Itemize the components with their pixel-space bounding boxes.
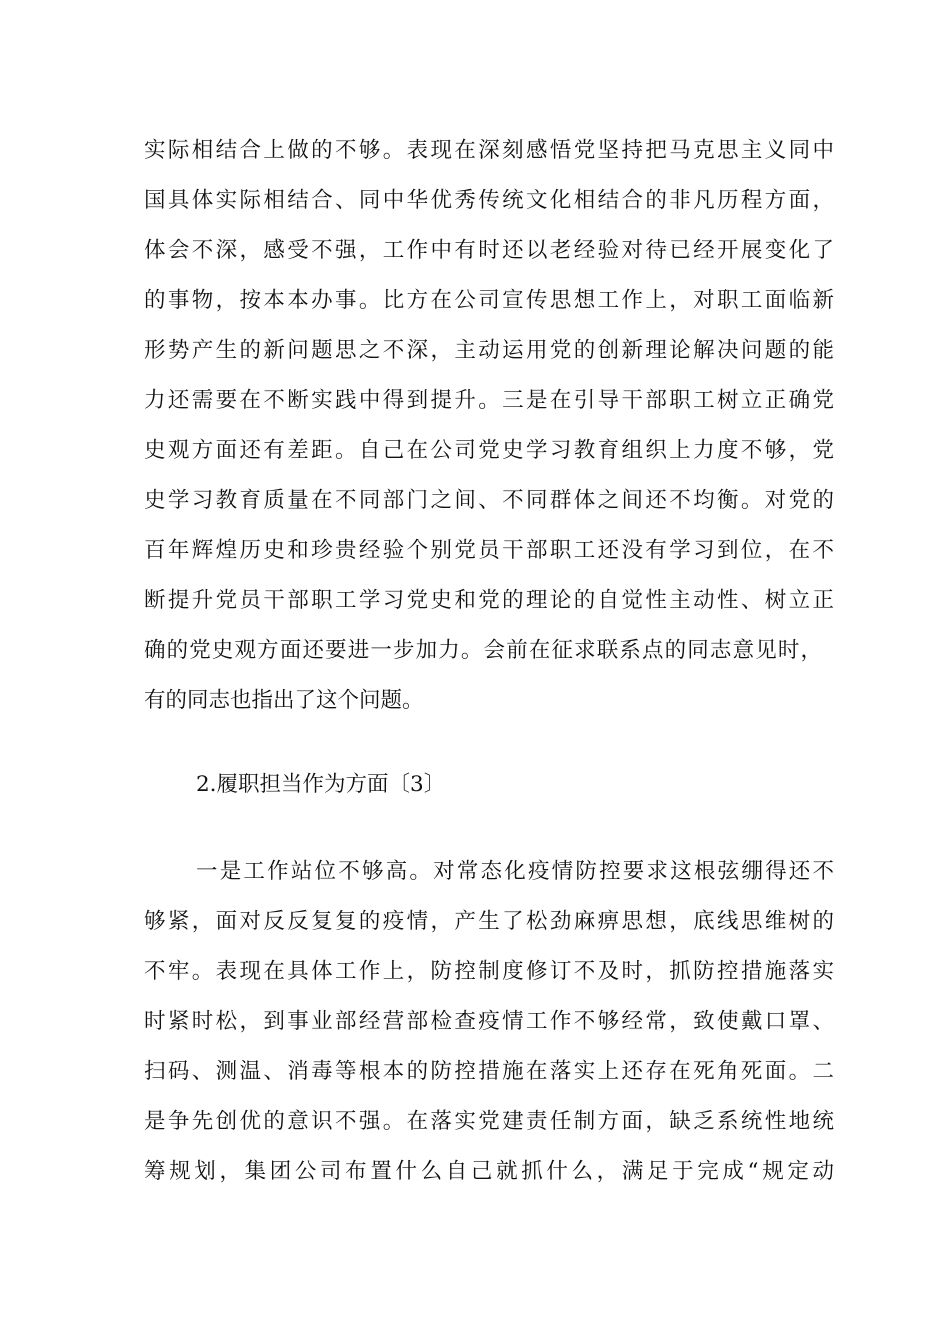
paragraph-1-line-4: 的事物，按本本办事。比方在公司宣传思想工作上，对职工面临新 — [144, 288, 834, 313]
paragraph-2-line-4: 时紧时松，到事业部经营部检查疫情工作不够经常，致使戴口罩、 — [144, 1009, 834, 1034]
paragraph-2-line-2: 够紧，面对反反复复的疫情，产生了松劲麻痹思想，底线思维树的 — [144, 909, 834, 934]
paragraph-2-line-5: 扫码、测温、消毒等根本的防控措施在落实上还存在死角死面。二 — [144, 1059, 834, 1084]
paragraph-1-line-11: 确的党史观方面还要进一步加力。会前在征求联系点的同志意见时， — [144, 638, 822, 663]
paragraph-1-line-10: 断提升党员干部职工学习党史和党的理论的自觉性主动性、树立正 — [144, 588, 834, 613]
paragraph-1-line-8: 史学习教育质量在不同部门之间、不同群体之间还不均衡。对党的 — [144, 488, 834, 513]
paragraph-2-line-6: 是争先创优的意识不强。在落实党建责任制方面，缺乏系统性地统 — [144, 1109, 834, 1134]
paragraph-1-line-7: 史观方面还有差距。自己在公司党史学习教育组织上力度不够，党 — [144, 438, 834, 463]
section-heading: 2.履职担当作为方面〔3〕 — [196, 772, 446, 797]
paragraph-1-line-2: 国具体实际相结合、同中华优秀传统文化相结合的非凡历程方面， — [144, 188, 834, 213]
paragraph-1-line-5: 形势产生的新问题思之不深，主动运用党的创新理论解决问题的能 — [144, 338, 834, 363]
paragraph-1-line-1: 实际相结合上做的不够。表现在深刻感悟党坚持把马克思主义同中 — [144, 138, 834, 163]
paragraph-1-line-3: 体会不深，感受不强，工作中有时还以老经验对待已经开展变化了 — [144, 238, 834, 263]
paragraph-2-line-7: 筹规划，集团公司布置什么自己就抓什么，满足于完成“规定动 — [144, 1159, 834, 1184]
paragraph-1-line-9: 百年辉煌历史和珍贵经验个别党员干部职工还没有学习到位，在不 — [144, 538, 834, 563]
paragraph-1-line-6: 力还需要在不断实践中得到提升。三是在引导干部职工树立正确党 — [144, 388, 834, 413]
paragraph-2-line-1: 一是工作站位不够高。对常态化疫情防控要求这根弦绷得还不 — [196, 859, 834, 884]
paragraph-1-line-12: 有的同志也指出了这个问题。 — [144, 688, 424, 713]
paragraph-2-line-3: 不牢。表现在具体工作上，防控制度修订不及时，抓防控措施落实 — [144, 959, 834, 984]
